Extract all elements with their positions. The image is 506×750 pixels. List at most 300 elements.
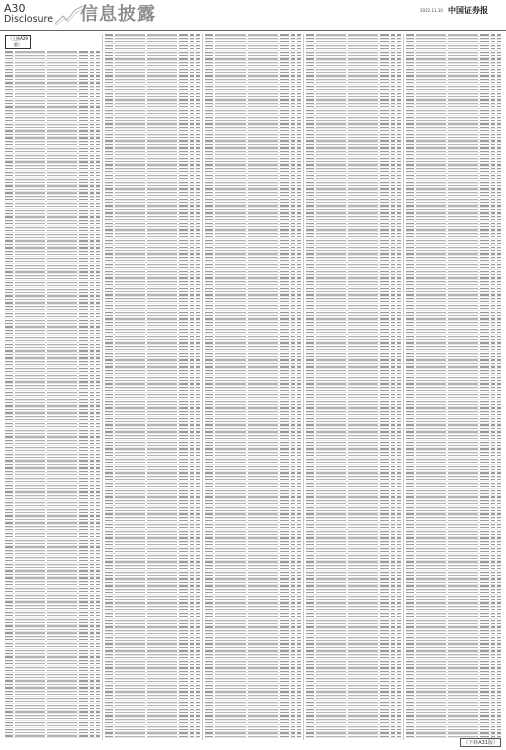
table-cell xyxy=(105,41,113,42)
table-cell xyxy=(5,447,13,448)
table-cell xyxy=(15,285,45,286)
table-cell xyxy=(196,643,200,644)
table-cell xyxy=(280,305,289,306)
table-cell xyxy=(196,75,200,76)
table-cell xyxy=(391,86,395,87)
table-cell xyxy=(147,558,177,559)
table-cell xyxy=(291,185,295,186)
table-cell xyxy=(90,667,94,668)
table-cell xyxy=(280,336,289,337)
table-cell xyxy=(205,62,213,63)
table-cell xyxy=(205,544,213,545)
table-cell xyxy=(5,168,13,169)
table-cell xyxy=(47,213,77,214)
table-cell xyxy=(280,397,289,398)
table-cell xyxy=(115,418,145,419)
table-cell xyxy=(179,318,188,319)
table-cell xyxy=(190,171,194,172)
table-cell xyxy=(79,137,88,138)
table-cell xyxy=(115,294,145,295)
table-cell xyxy=(96,591,100,592)
table-cell xyxy=(105,195,113,196)
table-cell xyxy=(5,495,13,496)
table-cell xyxy=(316,117,346,118)
table-cell xyxy=(115,339,145,340)
table-cell xyxy=(47,567,77,568)
table-cell xyxy=(105,82,113,83)
table-cell xyxy=(190,390,194,391)
table-cell xyxy=(205,178,213,179)
table-cell xyxy=(196,671,200,672)
table-cell xyxy=(215,140,245,141)
table-cell xyxy=(47,711,77,712)
table-cell xyxy=(115,404,145,405)
table-cell xyxy=(215,96,245,97)
table-cell xyxy=(291,175,295,176)
table-cell xyxy=(96,708,100,709)
table-cell xyxy=(47,375,77,376)
table-cell xyxy=(291,274,295,275)
table-cell xyxy=(280,188,289,189)
table-cell xyxy=(190,732,194,733)
table-cell xyxy=(90,481,94,482)
table-cell xyxy=(316,305,346,306)
table-cell xyxy=(291,55,295,56)
table-cell xyxy=(90,172,94,173)
table-cell xyxy=(90,326,94,327)
table-cell xyxy=(115,288,145,289)
table-cell xyxy=(391,185,395,186)
table-cell xyxy=(47,271,77,272)
table-cell xyxy=(291,715,295,716)
table-cell xyxy=(190,301,194,302)
table-cell xyxy=(47,540,77,541)
table-cell xyxy=(215,281,245,282)
table-cell xyxy=(179,62,188,63)
table-cell xyxy=(196,661,200,662)
table-cell xyxy=(196,205,200,206)
table-cell xyxy=(397,69,401,70)
table-cell xyxy=(316,123,346,124)
table-cell xyxy=(280,52,289,53)
table-cell xyxy=(90,189,94,190)
table-cell xyxy=(15,491,45,492)
table-cell xyxy=(348,188,378,189)
table-cell xyxy=(291,496,295,497)
table-cell xyxy=(105,565,113,566)
table-cell xyxy=(291,332,295,333)
table-cell xyxy=(205,527,213,528)
table-cell xyxy=(196,325,200,326)
table-cell xyxy=(15,93,45,94)
table-cell xyxy=(205,134,213,135)
table-cell xyxy=(115,182,145,183)
table-cell xyxy=(297,513,301,514)
table-cell xyxy=(105,496,113,497)
table-cell xyxy=(205,277,213,278)
table-cell xyxy=(316,182,346,183)
table-cell xyxy=(248,370,278,371)
table-cell xyxy=(90,106,94,107)
table-cell xyxy=(391,113,395,114)
table-cell xyxy=(380,305,389,306)
table-cell xyxy=(47,244,77,245)
table-cell xyxy=(47,333,77,334)
table-cell xyxy=(348,52,378,53)
table-cell xyxy=(297,558,301,559)
table-cell xyxy=(115,96,145,97)
table-cell xyxy=(90,216,94,217)
table-cell xyxy=(190,267,194,268)
table-cell xyxy=(297,62,301,63)
table-cell xyxy=(248,565,278,566)
table-cell xyxy=(297,373,301,374)
table-cell xyxy=(179,462,188,463)
table-cell xyxy=(79,179,88,180)
table-cell xyxy=(179,219,188,220)
table-cell xyxy=(291,117,295,118)
table-cell xyxy=(215,178,245,179)
table-cell xyxy=(380,113,389,114)
table-cell xyxy=(190,630,194,631)
table-cell xyxy=(90,454,94,455)
table-cell xyxy=(215,202,245,203)
table-cell xyxy=(291,52,295,53)
table-cell xyxy=(105,223,113,224)
table-cell xyxy=(316,318,346,319)
table-cell xyxy=(105,527,113,528)
table-cell xyxy=(96,62,100,63)
table-cell xyxy=(196,524,200,525)
table-cell xyxy=(196,257,200,258)
table-cell xyxy=(297,640,301,641)
table-cell xyxy=(179,377,188,378)
table-cell xyxy=(280,647,289,648)
table-cell xyxy=(147,709,177,710)
table-cell xyxy=(147,315,177,316)
table-cell xyxy=(15,320,45,321)
table-cell xyxy=(90,419,94,420)
table-cell xyxy=(297,370,301,371)
table-cell xyxy=(297,75,301,76)
table-cell xyxy=(215,572,245,573)
table-cell xyxy=(205,96,213,97)
table-cell xyxy=(316,301,346,302)
table-cell xyxy=(105,257,113,258)
table-cell xyxy=(306,161,314,162)
table-cell xyxy=(397,366,401,367)
table-cell xyxy=(215,650,245,651)
table-cell xyxy=(105,346,113,347)
table-cell xyxy=(248,106,278,107)
table-cell xyxy=(90,357,94,358)
table-cell xyxy=(115,69,145,70)
table-cell xyxy=(190,431,194,432)
table-cell xyxy=(105,503,113,504)
table-cell xyxy=(205,52,213,53)
table-cell xyxy=(90,619,94,620)
table-cell xyxy=(196,640,200,641)
table-cell xyxy=(105,182,113,183)
table-cell xyxy=(205,712,213,713)
table-cell xyxy=(215,336,245,337)
table-cell xyxy=(190,65,194,66)
table-cell xyxy=(15,350,45,351)
table-cell xyxy=(90,560,94,561)
table-cell xyxy=(147,534,177,535)
table-cell xyxy=(397,329,401,330)
table-cell xyxy=(297,637,301,638)
table-cell xyxy=(297,325,301,326)
table-cell xyxy=(79,567,88,568)
table-cell xyxy=(215,366,245,367)
table-cell xyxy=(297,240,301,241)
table-cell xyxy=(297,353,301,354)
table-cell xyxy=(5,347,13,348)
table-cell xyxy=(215,356,245,357)
table-cell xyxy=(205,346,213,347)
table-cell xyxy=(291,329,295,330)
table-cell xyxy=(47,326,77,327)
table-cell xyxy=(215,175,245,176)
table-cell xyxy=(215,445,245,446)
table-cell xyxy=(90,55,94,56)
table-cell xyxy=(115,315,145,316)
table-cell xyxy=(105,161,113,162)
table-cell xyxy=(348,373,378,374)
table-cell xyxy=(105,147,113,148)
table-cell xyxy=(190,407,194,408)
table-cell xyxy=(215,236,245,237)
table-cell xyxy=(105,250,113,251)
table-cell xyxy=(397,127,401,128)
table-cell xyxy=(280,288,289,289)
table-cell xyxy=(280,339,289,340)
table-cell xyxy=(248,130,278,131)
table-cell xyxy=(280,445,289,446)
table-cell xyxy=(297,452,301,453)
table-cell xyxy=(391,370,395,371)
table-cell xyxy=(5,409,13,410)
table-cell xyxy=(196,623,200,624)
table-cell xyxy=(15,247,45,248)
table-cell xyxy=(205,671,213,672)
table-cell xyxy=(179,298,188,299)
table-cell xyxy=(306,96,314,97)
table-cell xyxy=(115,250,145,251)
table-cell xyxy=(205,524,213,525)
table-cell xyxy=(115,732,145,733)
table-cell xyxy=(316,219,346,220)
table-cell xyxy=(5,581,13,582)
table-cell xyxy=(115,616,145,617)
table-cell xyxy=(147,548,177,549)
table-cell xyxy=(391,137,395,138)
table-cell xyxy=(79,309,88,310)
table-cell xyxy=(90,553,94,554)
table-cell xyxy=(47,619,77,620)
table-cell xyxy=(280,513,289,514)
table-cell xyxy=(280,407,289,408)
table-cell xyxy=(147,555,177,556)
table-cell xyxy=(147,476,177,477)
table-cell xyxy=(280,185,289,186)
table-cell xyxy=(5,643,13,644)
table-cell xyxy=(397,45,401,46)
table-cell xyxy=(380,123,389,124)
table-cell xyxy=(196,445,200,446)
table-cell xyxy=(190,158,194,159)
table-cell xyxy=(90,471,94,472)
table-cell xyxy=(196,113,200,114)
table-cell xyxy=(96,488,100,489)
table-cell xyxy=(205,318,213,319)
table-cell xyxy=(391,55,395,56)
table-cell xyxy=(96,680,100,681)
table-cell xyxy=(105,79,113,80)
table-cell xyxy=(179,691,188,692)
table-cell xyxy=(15,378,45,379)
table-cell xyxy=(297,185,301,186)
table-cell xyxy=(248,175,278,176)
table-cell xyxy=(47,515,77,516)
table-cell xyxy=(96,732,100,733)
table-cell xyxy=(5,608,13,609)
table-cell xyxy=(105,240,113,241)
table-cell xyxy=(291,38,295,39)
table-cell xyxy=(297,585,301,586)
table-cell xyxy=(397,202,401,203)
table-cell xyxy=(115,438,145,439)
table-cell xyxy=(96,646,100,647)
table-cell xyxy=(280,322,289,323)
table-cell xyxy=(291,373,295,374)
table-cell xyxy=(90,251,94,252)
table-cell xyxy=(105,185,113,186)
table-cell xyxy=(5,450,13,451)
table-cell xyxy=(115,178,145,179)
table-cell xyxy=(297,161,301,162)
table-cell xyxy=(147,86,177,87)
table-cell xyxy=(15,306,45,307)
table-cell xyxy=(280,65,289,66)
table-cell xyxy=(15,423,45,424)
table-cell xyxy=(280,103,289,104)
table-cell xyxy=(280,472,289,473)
table-cell xyxy=(215,640,245,641)
table-cell xyxy=(196,472,200,473)
table-cell xyxy=(397,195,401,196)
table-cell xyxy=(105,736,113,737)
table-cell xyxy=(280,657,289,658)
table-cell xyxy=(380,205,389,206)
table-cell xyxy=(205,537,213,538)
table-cell xyxy=(215,284,245,285)
table-cell xyxy=(105,698,113,699)
table-cell xyxy=(348,291,378,292)
table-cell xyxy=(79,684,88,685)
table-cell xyxy=(105,86,113,87)
table-cell xyxy=(115,380,145,381)
table-cell xyxy=(190,182,194,183)
table-cell xyxy=(297,541,301,542)
table-cell xyxy=(15,605,45,606)
table-cell xyxy=(105,616,113,617)
table-cell xyxy=(190,106,194,107)
table-cell xyxy=(215,216,245,217)
table-cell xyxy=(196,483,200,484)
table-cell xyxy=(115,602,145,603)
table-cell xyxy=(306,219,314,220)
table-cell xyxy=(248,616,278,617)
table-cell xyxy=(90,615,94,616)
table-cell xyxy=(291,462,295,463)
table-cell xyxy=(215,428,245,429)
table-cell xyxy=(5,515,13,516)
table-cell xyxy=(90,302,94,303)
table-cell xyxy=(291,599,295,600)
table-cell xyxy=(5,595,13,596)
table-cell xyxy=(115,359,145,360)
table-cell xyxy=(348,168,378,169)
table-cell xyxy=(391,164,395,165)
table-cell xyxy=(348,41,378,42)
table-cell xyxy=(306,322,314,323)
table-cell xyxy=(248,476,278,477)
table-cell xyxy=(147,226,177,227)
table-cell xyxy=(397,240,401,241)
table-cell xyxy=(316,86,346,87)
table-cell xyxy=(79,392,88,393)
table-cell xyxy=(5,519,13,520)
table-cell xyxy=(15,670,45,671)
table-cell xyxy=(47,495,77,496)
table-cell xyxy=(15,309,45,310)
table-cell xyxy=(397,123,401,124)
table-cell xyxy=(280,315,289,316)
table-cell xyxy=(105,705,113,706)
table-cell xyxy=(280,260,289,261)
table-cell xyxy=(115,527,145,528)
table-cell xyxy=(248,260,278,261)
table-cell xyxy=(215,264,245,265)
table-cell xyxy=(47,646,77,647)
table-cell xyxy=(5,385,13,386)
table-cell xyxy=(47,656,77,657)
table-cell xyxy=(196,726,200,727)
table-cell xyxy=(397,82,401,83)
table-cell xyxy=(348,123,378,124)
masthead xyxy=(0,0,506,30)
table-cell xyxy=(105,414,113,415)
table-cell xyxy=(291,503,295,504)
table-cell xyxy=(280,370,289,371)
table-cell xyxy=(291,551,295,552)
table-cell xyxy=(47,423,77,424)
table-cell xyxy=(96,51,100,52)
table-cell xyxy=(397,151,401,152)
table-cell xyxy=(79,72,88,73)
table-cell xyxy=(15,354,45,355)
table-cell xyxy=(5,158,13,159)
table-cell xyxy=(147,565,177,566)
table-cell xyxy=(47,601,77,602)
table-cell xyxy=(291,448,295,449)
table-cell xyxy=(47,72,77,73)
table-cell xyxy=(280,158,289,159)
table-cell xyxy=(205,103,213,104)
table-cell xyxy=(190,715,194,716)
